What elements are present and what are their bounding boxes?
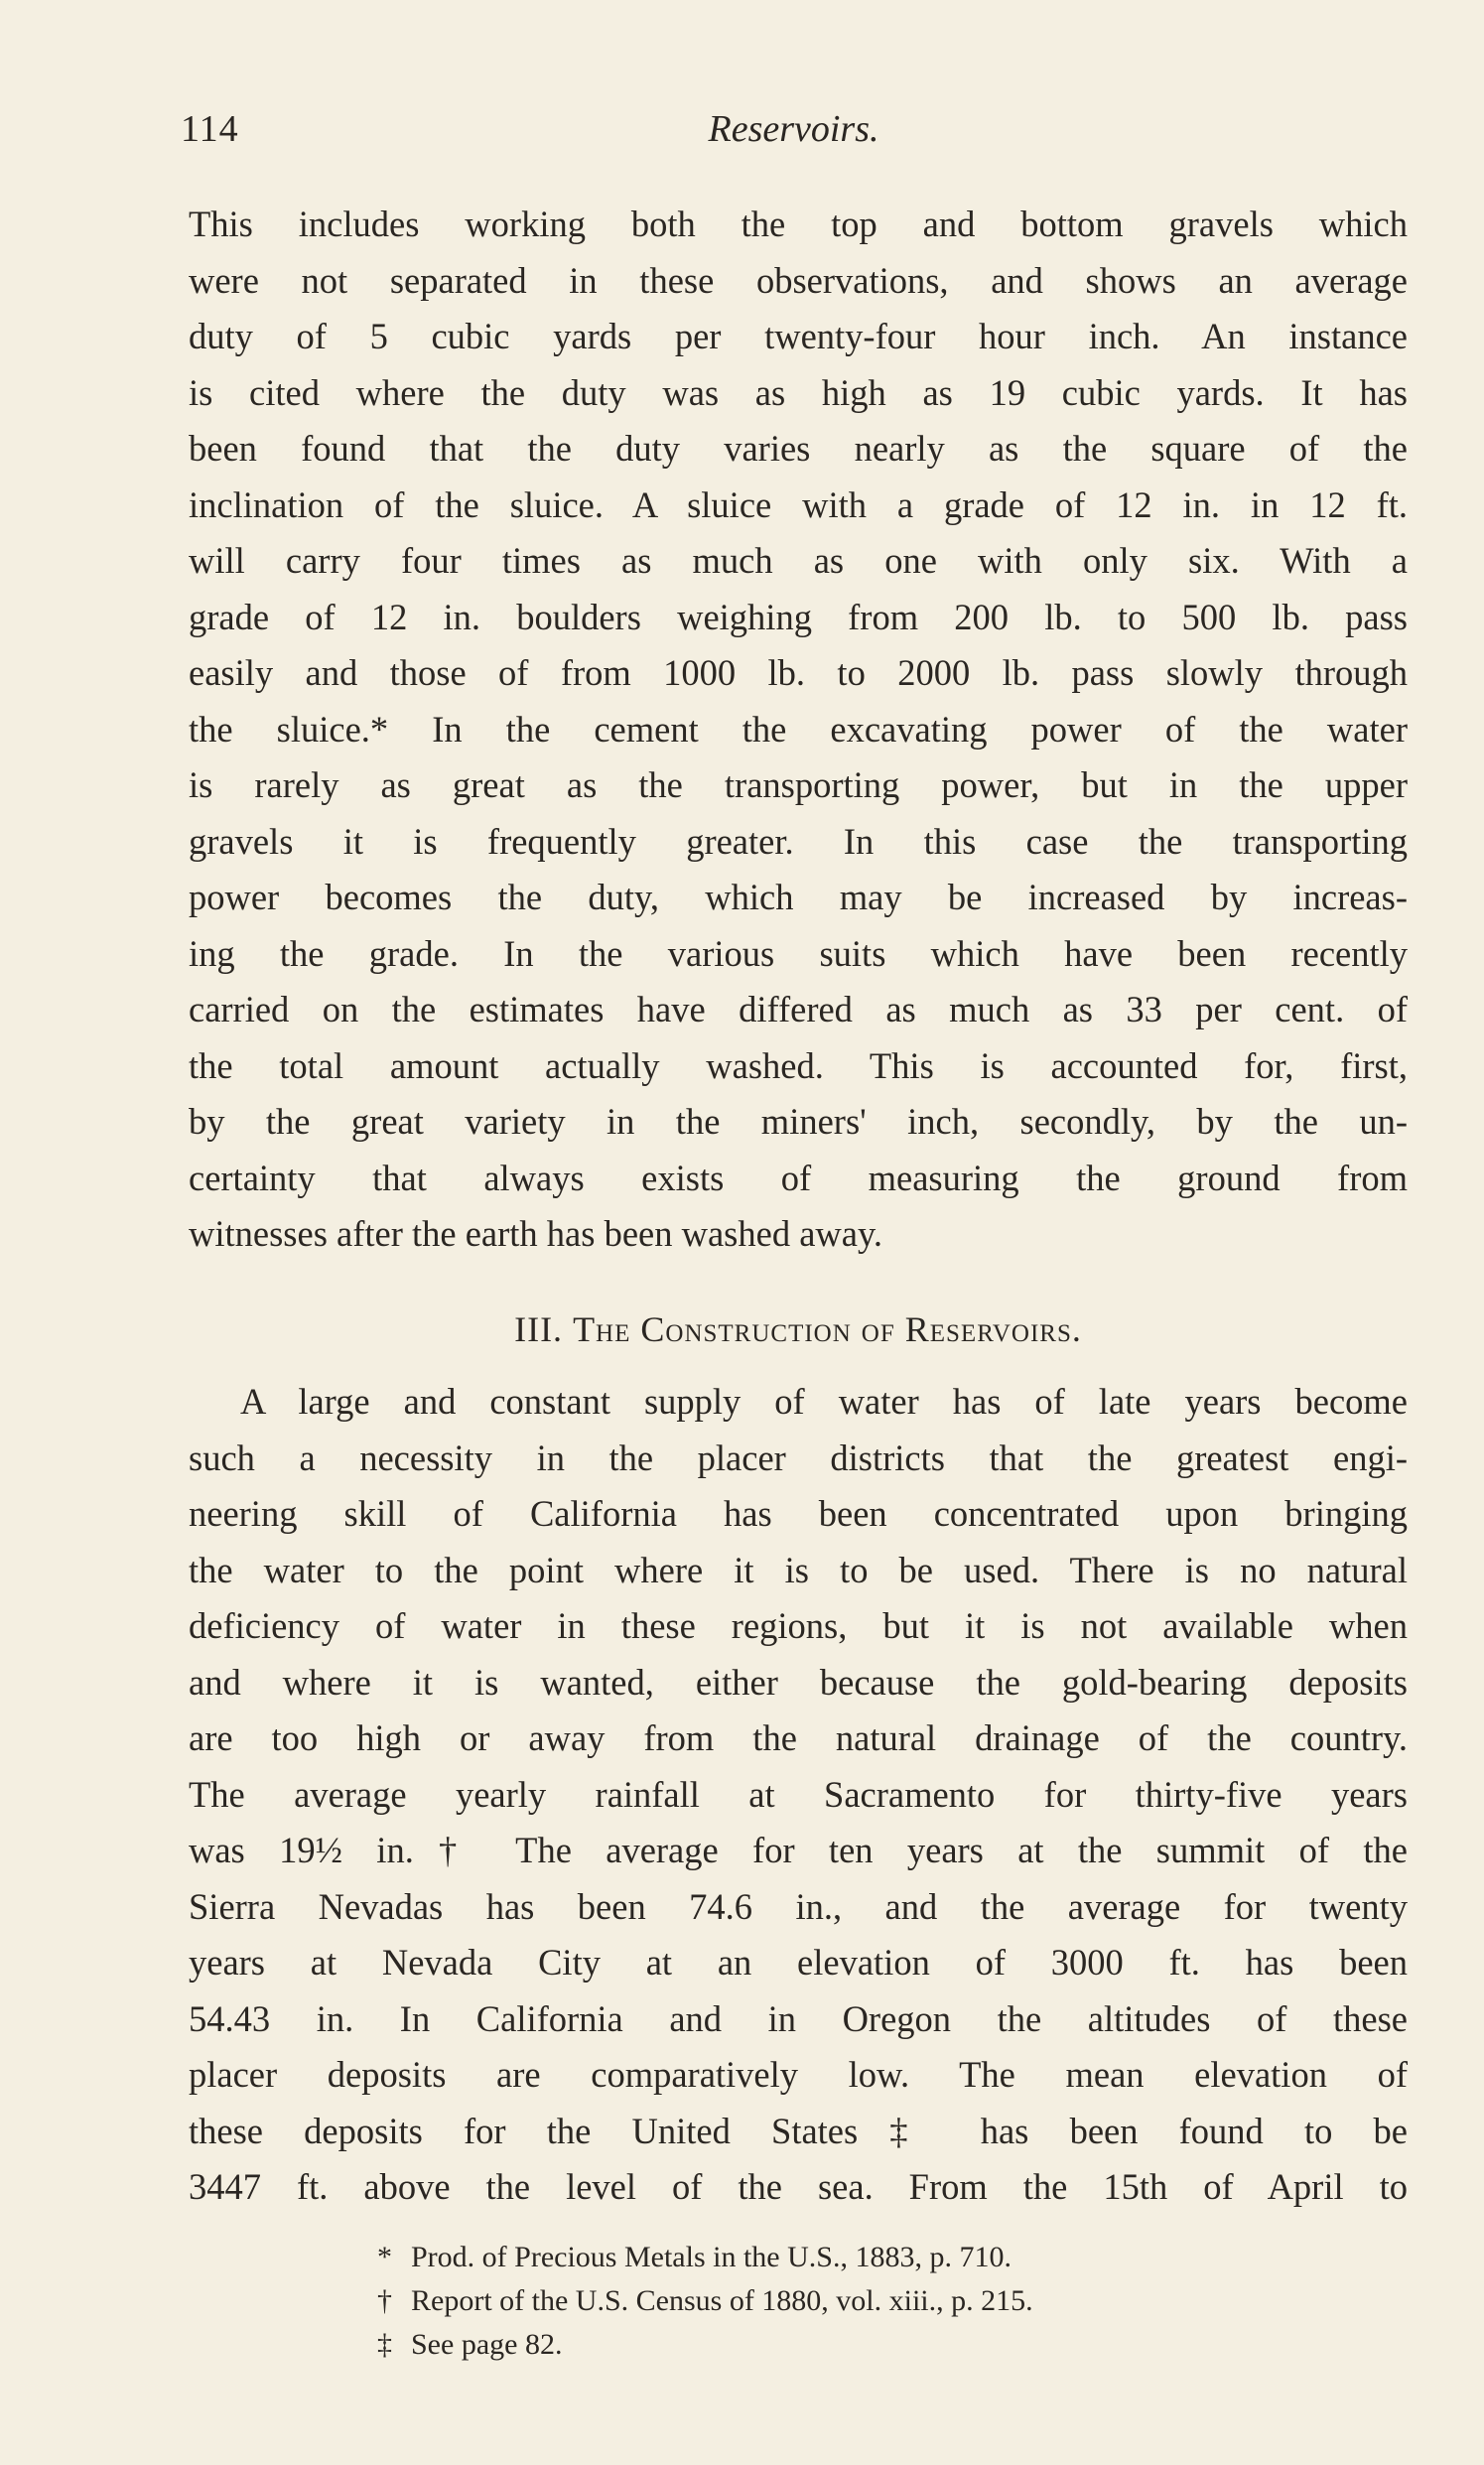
page-number: 114 (181, 108, 239, 150)
footnote-text: Report of the U.S. Census of 1880, vol. xiii., p. 215. (411, 2284, 1033, 2317)
text-line: the total amount actually washed. This is accounted for, first, (189, 1044, 1408, 1086)
text-line: neering skill of California has been concentrated upon bringing (189, 1493, 1408, 1534)
text-line: was 19½ in.† The average for ten years at the summit of the (189, 1830, 1408, 1870)
text-line: ing the grade. In the various suits which have been recently (189, 932, 1408, 974)
footnote (377, 2279, 1370, 2323)
text-line: This includes working both the top and bottom gravels which (189, 204, 1408, 244)
section-title: The Construction of Reservoirs. (573, 1309, 1082, 1349)
text-line: years at Nevada City at an elevation of 3000 ft. has been (189, 1942, 1408, 1983)
text-line: witnesses after the earth has been washed away. (189, 1213, 882, 1254)
text-line: is rarely as great as the transporting power, but in the upper (189, 764, 1408, 805)
footnote (377, 2236, 1370, 2279)
text-line: the water to the point where it is to be used. There is no natural (189, 1549, 1408, 1590)
footnote-text: Prod. of Precious Metals in the U.S., 1883, p. 710. (411, 2241, 1012, 2273)
text-line: Sierra Nevadas has been 74.6 in., and the average for twenty (189, 1885, 1408, 1927)
text-line: A large and constant supply of water has of late years become (240, 1381, 1408, 1422)
footnote (377, 2323, 1370, 2367)
footnote-text: See page 82. (411, 2328, 563, 2361)
text-line: been found that the duty varies nearly as the square of the (189, 428, 1408, 469)
text-line: 3447 ft. above the level of the sea. From the 15th of April to (189, 2166, 1408, 2207)
text-line: grade of 12 in. boulders weighing from 200 lb. to 500 lb. pass (189, 596, 1408, 637)
text-line: The average yearly rainfall at Sacramento for thirty-five years (189, 1773, 1408, 1815)
section-heading (189, 1308, 1408, 1350)
page-header (181, 107, 1407, 167)
section-number: III. (514, 1309, 564, 1349)
paragraph-duty-of-water (189, 197, 1408, 1263)
text-line: by the great variety in the miners' inch, secondly, by the un- (189, 1101, 1408, 1142)
text-line: easily and those of from 1000 lb. to 2000 lb. pass slowly through (189, 652, 1408, 693)
text-line: and where it is wanted, either because the gold-bearing deposits (189, 1661, 1408, 1703)
text-line: gravels it is frequently greater. In this case the transporting (189, 820, 1408, 862)
paragraph-construction-of-reservoirs (189, 1374, 1408, 2216)
text-line: the sluice.* In the cement the excavating power of the water (189, 708, 1408, 750)
text-line: certainty that always exists of measuring the ground from (189, 1157, 1408, 1198)
text-line: such a necessity in the placer districts that the greatest engi- (189, 1437, 1408, 1478)
footnote-mark: * (377, 2241, 392, 2273)
text-line: power becomes the duty, which may be increased by increas- (189, 877, 1408, 917)
running-head: Reservoirs. (708, 108, 879, 150)
text-line: were not separated in these observations, and shows an average (189, 259, 1408, 301)
text-line: these deposits for the United States‡ has been found to be (189, 2110, 1408, 2151)
footnote-mark: ‡ (377, 2328, 392, 2361)
text-line: deficiency of water in these regions, but it is not available when (189, 1605, 1408, 1646)
text-line: are too high or away from the natural drainage of the country. (189, 1717, 1408, 1758)
text-line: is cited where the duty was as high as 19 cubic yards. It has (189, 371, 1408, 413)
text-line: will carry four times as much as one with only six. With a (189, 540, 1408, 581)
text-line: 54.43 in. In California and in Oregon the altitudes of these (189, 1997, 1408, 2039)
text-line: duty of 5 cubic yards per twenty-four hour inch. An instance (189, 316, 1408, 356)
text-line: placer deposits are comparatively low. The mean elevation of (189, 2054, 1408, 2095)
text-line: inclination of the sluice. A sluice with a grade of 12 in. in 12 ft. (189, 483, 1408, 525)
footnotes (377, 2236, 1370, 2367)
text-line: carried on the estimates have differed as much as 33 per cent. of (189, 989, 1408, 1029)
footnote-mark: † (377, 2284, 392, 2317)
